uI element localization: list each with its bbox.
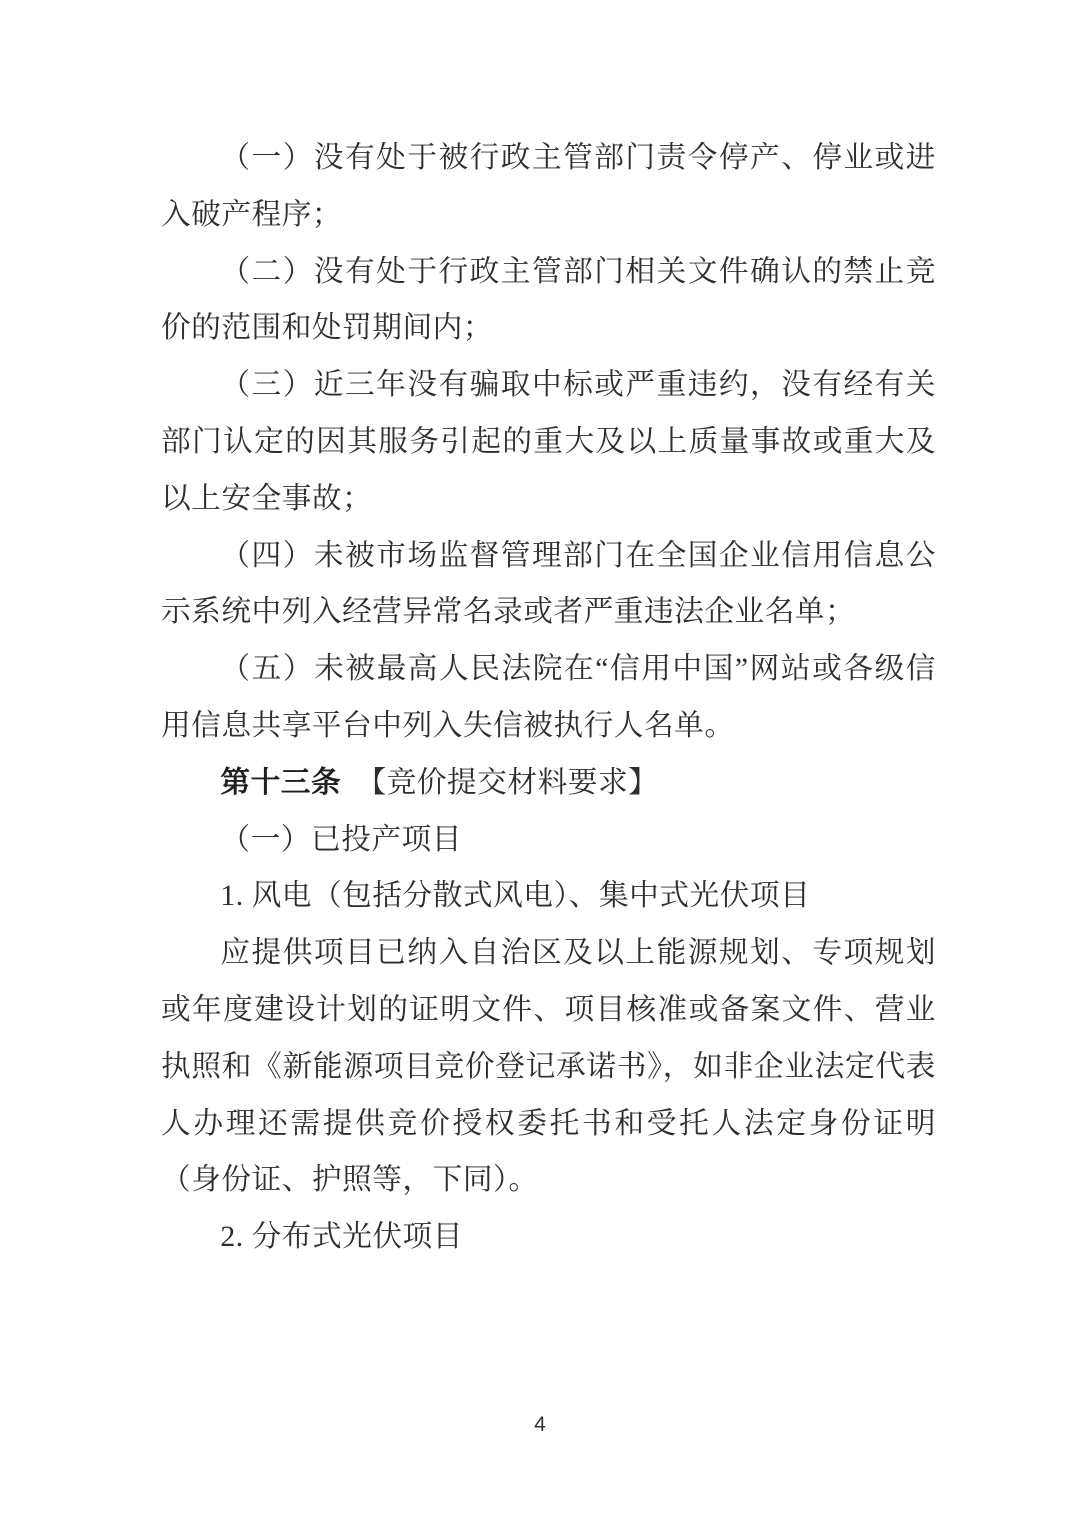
section-heading-1: （一）已投产项目: [220, 823, 462, 856]
clause-item-4: （四）未被市场监督管理部门在全国企业信用信息公示系统中列入经营异常名录或者严重违法企业名单；: [161, 539, 936, 629]
item-1-body: 应提供项目已纳入自治区及以上能源规划、专项规划或年度建设计划的证明文件、项目核准或备案文件、营业执照和《新能源项目竞价登记承诺书》，如非企业法定代表人办理还需提供竞价授权委托书和受托人法定身份证明（身份证、护照等，下同）。: [161, 937, 936, 1197]
clause-item-3: （三）近三年没有骗取中标或严重违约，没有经有关部门认定的因其服务引起的重大及以上质量事故或重大及以上安全事故；: [161, 369, 936, 515]
clause-item-5: （五）未被最高人民法院在“信用中国”网站或各级信用信息共享平台中列入失信被执行人名单。: [161, 653, 936, 742]
page-footer: [0, 1410, 1080, 1440]
page-number: 4: [534, 1413, 546, 1436]
clause-item-1: （一）没有处于被行政主管部门责令停产、停业或进入破产程序；: [161, 142, 936, 231]
item-1-title: 1. 风电（包括分散式风电）、集中式光伏项目: [220, 880, 811, 913]
clause-item-2: （二）没有处于行政主管部门相关文件确认的禁止竞价的范围和处罚期间内；: [161, 255, 936, 345]
document-body: [161, 130, 936, 1266]
item-2-title: 2. 分布式光伏项目: [220, 1221, 463, 1254]
article-heading-separator: [341, 767, 371, 799]
article-number: 第十三条: [220, 766, 342, 799]
article-heading: [161, 755, 936, 812]
article-title: 【竞价提交材料要求】: [371, 766, 659, 799]
